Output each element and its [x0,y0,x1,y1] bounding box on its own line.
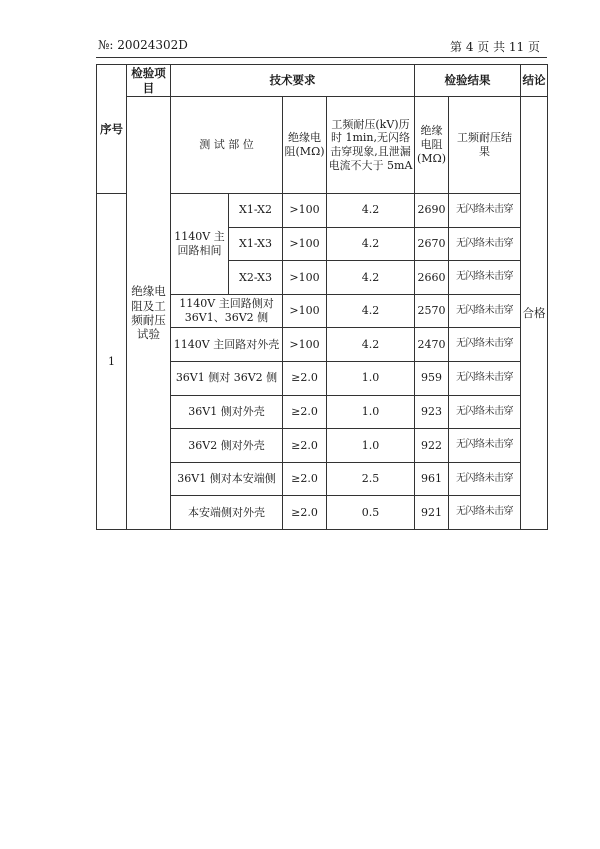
header-row [97,65,548,97]
conclusion-header: 结论 [521,65,548,97]
res-voltage-cell: 无闪络未击穿 [449,328,521,362]
req-voltage-cell: 1.0 [327,429,415,463]
res-insulation-cell: 2660 [415,261,449,295]
subheader-row [97,97,548,194]
res-voltage-cell: 无闪络未击穿 [449,194,521,228]
req-insulation-cell: ≥2.0 [283,395,327,429]
location-cell: 36V1 侧对外壳 [171,395,283,429]
conclusion-cell: 合格 [521,97,548,530]
res-voltage-cell: 无闪络未击穿 [449,261,521,295]
seq-header: 序号 [97,65,127,194]
res-voltage-cell: 无闪络未击穿 [449,462,521,496]
req-insulation-cell: >100 [283,294,327,328]
result-voltage-subheader: 工频耐压结 果 [449,97,521,194]
item-header: 检验项目 [127,65,171,97]
req-voltage-cell: 0.5 [327,496,415,530]
location-cell: 1140V 主回路侧对 36V1、36V2 侧 [171,294,283,328]
location-cell: 36V1 侧对本安端侧 [171,462,283,496]
location-cell: 本安端侧对外壳 [171,496,283,530]
location-cell: X2-X3 [229,261,283,295]
req-voltage-cell: 4.2 [327,261,415,295]
location-cell: 36V2 侧对外壳 [171,429,283,463]
req-voltage-cell: 1.0 [327,395,415,429]
res-insulation-cell: 2670 [415,227,449,261]
req-insulation-cell: >100 [283,328,327,362]
results-header: 检验结果 [415,65,521,97]
group-label-cell: 1140V 主回路相间 [171,194,229,295]
req-insulation-cell: ≥2.0 [283,429,327,463]
req-insulation-cell: >100 [283,261,327,295]
result-insulation-subheader: 绝缘电阻(MΩ) [415,97,449,194]
seq-number-cell: 1 [97,194,127,530]
location-cell: 1140V 主回路对外壳 [171,328,283,362]
location-cell: X1-X2 [229,194,283,228]
req-insulation-cell: >100 [283,194,327,228]
res-insulation-cell: 959 [415,361,449,395]
header-rule [96,57,547,58]
req-voltage-cell: 2.5 [327,462,415,496]
voltage-subheader: 工频耐压(kV)历时 1min,无闪络击穿现象,且泄漏电流不大于 5mA [327,97,415,194]
tech-requirements-header: 技术要求 [171,65,415,97]
res-insulation-cell: 2570 [415,294,449,328]
res-voltage-cell: 无闪络未击穿 [449,294,521,328]
req-voltage-cell: 4.2 [327,328,415,362]
res-voltage-cell: 无闪络未击穿 [449,227,521,261]
res-voltage-cell: 无闪络未击穿 [449,395,521,429]
res-voltage-cell: 无闪络未击穿 [449,361,521,395]
req-voltage-cell: 4.2 [327,194,415,228]
res-insulation-cell: 2690 [415,194,449,228]
location-subheader: 测 试 部 位 [171,97,283,194]
report-number: №: 20024302D [98,38,188,52]
req-voltage-cell: 4.2 [327,294,415,328]
res-insulation-cell: 923 [415,395,449,429]
location-cell: 36V1 侧对 36V2 侧 [171,361,283,395]
req-insulation-cell: ≥2.0 [283,462,327,496]
insulation-subheader: 绝缘电阻(MΩ) [283,97,327,194]
res-insulation-cell: 922 [415,429,449,463]
test-results-table [96,64,548,530]
res-insulation-cell: 2470 [415,328,449,362]
req-insulation-cell: ≥2.0 [283,496,327,530]
req-insulation-cell: ≥2.0 [283,361,327,395]
location-cell: X1-X3 [229,227,283,261]
req-voltage-cell: 1.0 [327,361,415,395]
page-indicator: 第 4 页 共 11 页 [450,40,540,54]
item-name-cell: 绝缘电阻及工频耐压试验 [127,97,171,530]
res-voltage-cell: 无闪络未击穿 [449,429,521,463]
req-insulation-cell: >100 [283,227,327,261]
req-voltage-cell: 4.2 [327,227,415,261]
res-insulation-cell: 961 [415,462,449,496]
res-insulation-cell: 921 [415,496,449,530]
res-voltage-cell: 无闪络未击穿 [449,496,521,530]
